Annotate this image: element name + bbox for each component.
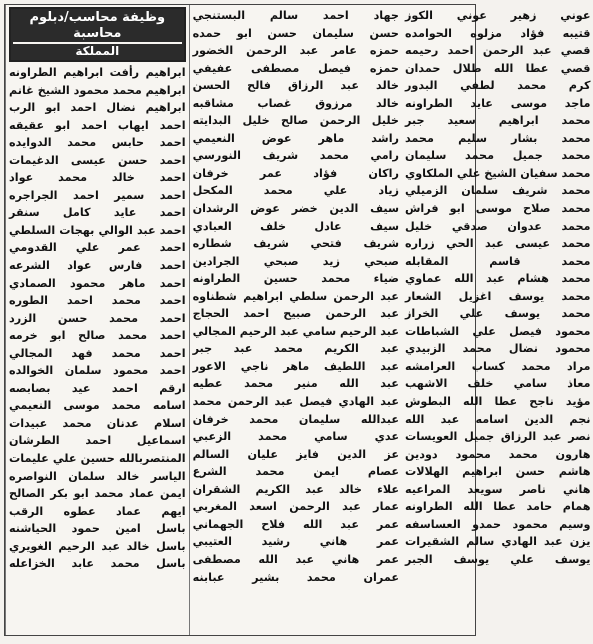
name-entry: عبد الكريم محمد عبد جبر: [192, 342, 399, 356]
name-entry: احمد محمد فهد المجالي: [9, 346, 186, 360]
name-entry: عبد الرحمن سلطي ابراهيم شطناوه: [192, 289, 399, 303]
name-entry: عبد الرحيم سامي عبد الرحيم المجالي: [192, 324, 399, 338]
document-page: [4, 4, 591, 636]
name-entry: محمد يوسف علي الخراز: [404, 307, 591, 321]
name-entry: قصي عبد الرحمن احمد رحيمه: [404, 44, 591, 58]
name-entry: عبد الله منير محمد عطيه: [192, 377, 399, 391]
name-entry: هاشم حسن ابراهيم الهلالات: [404, 465, 591, 479]
name-entry: عدي سامي محمد الزعبي: [192, 430, 399, 444]
name-entry: علاء خالد عبد الكريم الشقران: [192, 482, 399, 496]
name-entry: باسل امين حمود الحياشنه: [9, 522, 186, 536]
names-column-2: [189, 5, 402, 635]
name-entry: محمد صلاح موسى ابو فراش: [404, 202, 591, 216]
name-entry: خالد عبد الرزاق فالح الحسن: [192, 79, 399, 93]
name-entry: احمد سمير احمد الجراجره: [9, 188, 186, 202]
name-entry: حمزه عامر عبد الرحمن الخضور: [192, 44, 399, 58]
name-entry: عوني زهير عوني الكوز: [404, 9, 591, 22]
name-entry: اسماعيل احمد الطرشان: [9, 434, 186, 448]
name-entry: عصام ايمن محمد الشرع: [192, 465, 399, 479]
name-entry: عمر هاني رشيد العتيبي: [192, 535, 399, 549]
name-entry: احمد حسن عيسى الدغيمات: [9, 153, 186, 167]
header-title: وظيفة محاسب/دبلوم: [29, 10, 166, 25]
name-entry: عمار عبد الرحمن اسعد المغربي: [192, 500, 399, 514]
name-entry: نصر عبد الرزاق جميل العويسات: [404, 430, 591, 444]
name-entry: احمد ايهاب احمد ابو عقيقه: [9, 118, 186, 132]
name-entry: اسلام عدنان محمد عبيدات: [9, 416, 186, 430]
name-entry: احمد عمر علي القدومي: [9, 241, 186, 255]
name-entry: احمد محمد احمد الطوره: [9, 294, 186, 308]
name-entry: محمد ابراهيم سعيد جبر: [404, 114, 591, 128]
name-entry: قتيبه فؤاد مزلوه الحوامده: [404, 26, 591, 40]
name-entry: محمد يوسف اغزيل الشعار: [404, 289, 591, 303]
name-entry: محمد شريف سلمان الزميلي: [404, 184, 591, 198]
name-entry: محمد هشام عبد الله عماوي: [404, 272, 591, 286]
name-entry: احمد عايد كامل سنقر: [9, 206, 186, 220]
name-entry: احمد خالد محمد عواد: [9, 171, 186, 185]
name-entry: راشد ماهر عوض النعيمي: [192, 131, 399, 145]
name-entry: احمد فارس عواد الشرعه: [9, 259, 186, 273]
name-entry: عمر عبد الله فلاح الجهماني: [192, 517, 399, 531]
name-entry: محمد جميل محمد سليمان: [404, 149, 591, 163]
name-entry: ارقم احمد عيد بصابصه: [9, 381, 186, 395]
name-entry: احمد محمد صالح ابو خرمه: [9, 329, 186, 343]
header-location: المملكة: [75, 44, 120, 58]
names-column-1: [5, 5, 189, 635]
name-entry: باسل خالد عبد الرحيم الغويري: [9, 539, 186, 553]
header-subtitle: محاسبة: [73, 26, 122, 41]
name-entry: صبحي زيد صبحي الجرادين: [192, 254, 399, 268]
name-entry: همام حامد عطا الله الطراونه: [404, 500, 591, 514]
names-column-3: [402, 5, 593, 635]
name-entry: محمد سفيان الشيخ علي الملكاوي: [404, 166, 591, 180]
name-entry: مراد محمد كساب العرامشه: [404, 359, 591, 373]
name-entry: هاني ناصر سويعد المراعيه: [404, 482, 591, 496]
name-entry: عمر هاني عبد الله مصطفى: [192, 552, 399, 566]
name-entry: باسل محمد عابد الخزاعله: [9, 557, 186, 571]
names-list: [405, 7, 591, 569]
name-entry: عز الدين فايز عليان السالم: [192, 447, 399, 461]
name-entry: كرم محمد لطفي البدور: [404, 79, 591, 93]
name-entry: احمد ماهر محمود الصمادي: [9, 276, 186, 290]
name-entry: شريف فتحي شريف شطاره: [192, 237, 399, 251]
name-entry: معاذ سامي خلف الاشهب: [404, 377, 591, 391]
name-entry: ضياء محمد حسين الطراونه: [192, 272, 399, 286]
name-entry: مؤيد ناجح عطا الله البطوش: [404, 395, 591, 409]
name-entry: احمد حابس محمد الدوايده: [9, 136, 186, 150]
name-entry: نجم الدين اسامه عبد الله: [404, 412, 591, 426]
name-entry: راكان فؤاد عمر خرفان: [192, 166, 399, 180]
name-entry: وسيم محمود حمدو العساسفه: [404, 517, 591, 531]
name-entry: زياد علي محمد المكحل: [192, 184, 399, 198]
name-entry: ايمن عماد محمد ابو بكر الصالح: [9, 487, 186, 501]
name-entry: سيف عادل خلف العبادي: [192, 219, 399, 233]
name-entry: احمد محمد حسن الزرد: [9, 311, 186, 325]
name-entry: ابراهيم رأفت ابراهيم الطراونه: [9, 66, 186, 79]
name-entry: المنتصربالله حسين علي عليمات: [9, 452, 186, 466]
name-entry: محمود فيصل علي الشباطات: [404, 324, 591, 338]
name-entry: احمد عبد الوالي بهجات السلطي: [9, 223, 186, 237]
names-list: [9, 64, 186, 573]
name-entry: خالد مرزوق غصاب مشاقبه: [192, 96, 399, 110]
name-entry: احمد محمود سلمان الخوالده: [9, 364, 186, 378]
section-header: [9, 7, 186, 62]
name-entry: محمد بشار سليم محمد: [404, 131, 591, 145]
name-entry: يوسف علي يوسف الجبر: [404, 552, 591, 566]
name-entry: ابراهيم محمد محمود الشيخ غانم: [9, 83, 186, 97]
name-entry: هارون محمد محمود دودين: [404, 447, 591, 461]
name-entry: اسامه محمد موسى النعيمي: [9, 399, 186, 413]
name-entry: ابراهيم نضال احمد ابو الرب: [9, 101, 186, 115]
name-entry: حسن سليمان حسن ابو حمده: [192, 26, 399, 40]
name-entry: عبد اللطيف ماهر ناجي الاعور: [192, 359, 399, 373]
name-entry: عبد الرحمن صبيح احمد الحجاج: [192, 307, 399, 321]
name-entry: عمران محمد بشير عبابنه: [192, 570, 399, 584]
name-entry: عبد الهادي فيصل عبد الرحمن محمد: [192, 395, 399, 409]
name-entry: محمود نضال محمد الزبيدي: [404, 342, 591, 356]
name-entry: يزن عبد الهادي سالم الشقيرات: [404, 535, 591, 549]
name-entry: عبدالله سليمان محمد خرفان: [192, 412, 399, 426]
name-entry: خليل الرحمن صالح خليل البدايته: [192, 114, 399, 128]
name-entry: سيف الدين خضر عوض الرشدان: [192, 202, 399, 216]
name-entry: جهاد احمد سالم البستنجي: [192, 9, 399, 22]
name-entry: قصي عطا الله طلال حمدان: [404, 61, 591, 75]
name-entry: الياسر خالد سلمان النواصره: [9, 469, 186, 483]
names-list: [193, 7, 399, 586]
name-entry: محمد عيسى عبد الحي زراره: [404, 237, 591, 251]
name-entry: ايهم عماد عطوه الرقب: [9, 504, 186, 518]
name-entry: ماجد موسى عايد الطراونه: [404, 96, 591, 110]
name-entry: محمد قاسم المقابله: [404, 254, 591, 268]
name-entry: محمد عدوان صدقي خليل: [404, 219, 591, 233]
name-entry: حمزه فيصل مصطفى عفيفي: [192, 61, 399, 75]
name-entry: رامي محمد شريف النورسي: [192, 149, 399, 163]
